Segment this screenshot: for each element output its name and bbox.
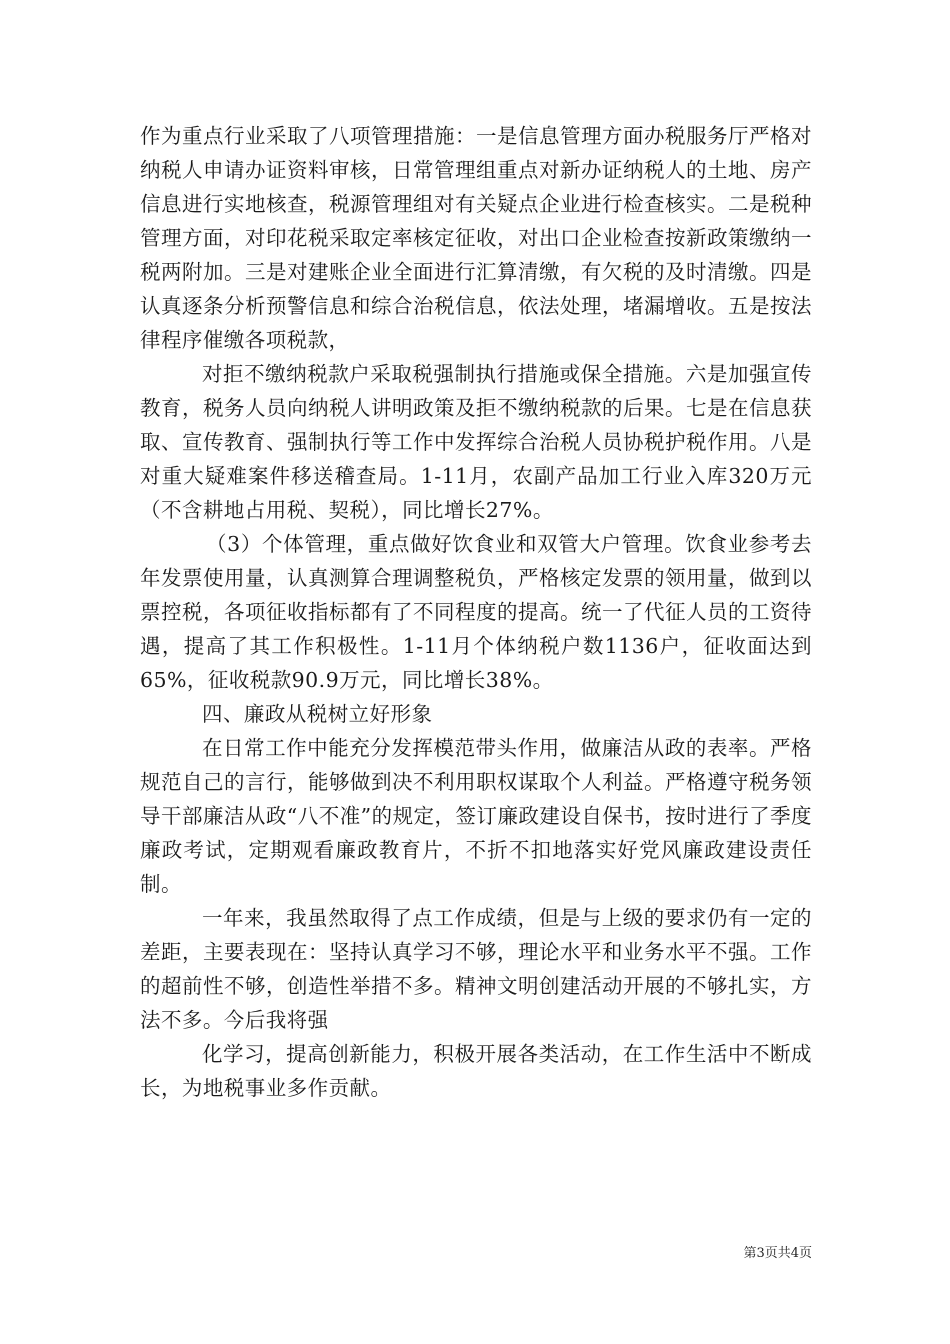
paragraph-conclusion: 化学习，提高创新能力，积极开展各类活动，在工作生活中不断成长，为地税事业多作贡献。 [140,1042,812,1100]
paragraph-integrity: 在日常工作中能充分发挥模范带头作用，做廉洁从政的表率。严格规范自己的言行，能够做到决不利用职权谋取个人利益。严格遵守税务领导干部廉洁从政“八不准”的规定，签订廉政建设自保书，按时进行了季度廉政考试，定期观看廉政教育片，不折不扣地落实好党风廉政建设责任制。 [140,736,812,896]
section-heading-integrity: 四、廉政从税树立好形象 [202,702,433,726]
paragraph-enforcement: 对拒不缴纳税款户采取税强制执行措施或保全措施。六是加强宣传教育，税务人员向纳税人讲明政策及拒不缴纳税款的后果。七是在信息获取、宣传教育、强制执行等工作中发挥综合治税人员协税护税作用。八是对重大疑难案件移送稽查局。1-11月，农副产品加工行业入库320万元（不含耕地占用税、契税），同比增长27%。 [140,362,812,522]
paragraph-individual-management: （3）个体管理，重点做好饮食业和双管大户管理。饮食业参考去年发票使用量，认真测算合理调整税负，严格核定发票的领用量，做到以票控税，各项征收指标都有了不同程度的提高。统一了代征人员的工资待遇，提高了其工作积极性。1-11月个体纳税户数1136户，征收面达到65%，征收税款90.9万元，同比增长38%。 [140,532,812,692]
paragraph-shortcomings: 一年来，我虽然取得了点工作成绩，但是与上级的要求仍有一定的差距，主要表现在：坚持认真学习不够，理论水平和业务水平不强。工作的超前性不够，创造性举措不多。精神文明创建活动开展的不够扎实，方法不多。今后我将强 [140,906,812,1032]
page-number-footer: 第3页共4页 [743,1246,812,1261]
paragraph-measures-continued: 作为重点行业采取了八项管理措施：一是信息管理方面办税服务厅严格对纳税人申请办证资料审核，日常管理组重点对新办证纳税人的土地、房产信息进行实地核查，税源管理组对有关疑点企业进行检查核实。二是税种管理方面，对印花税采取定率核定征收，对出口企业检查按新政策缴纳一税两附加。三是对建账企业全面进行汇算清缴，有欠税的及时清缴。四是认真逐条分析预警信息和综合治税信息，依法处理，堵漏增收。五是按法律程序催缴各项税款， [140,124,812,352]
document-page [140,0,812,1344]
document-body [140,119,812,1105]
